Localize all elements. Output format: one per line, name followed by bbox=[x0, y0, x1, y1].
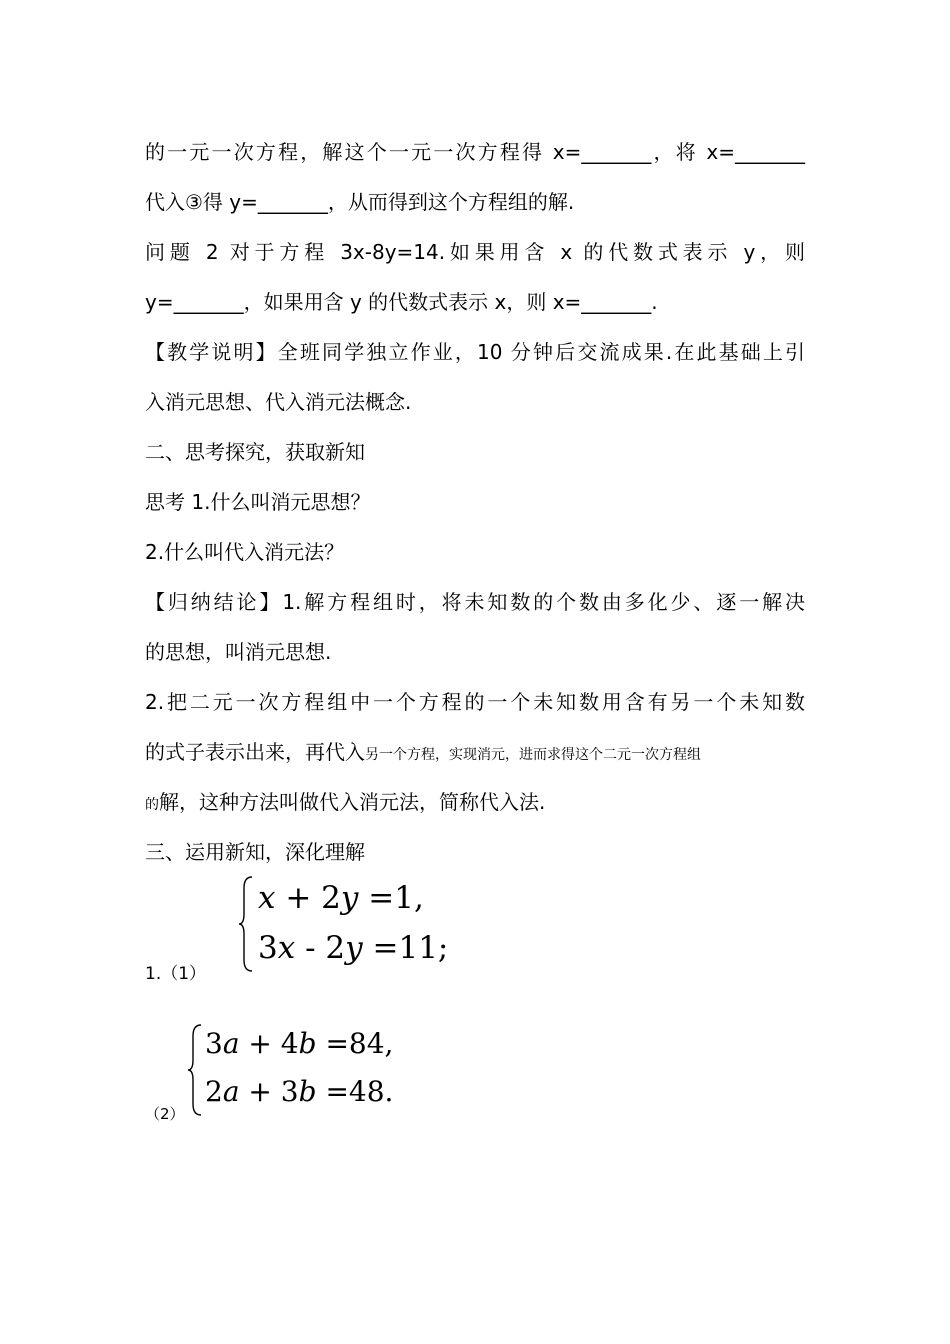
text-line-6: 入消元思想、代入消元法概念. bbox=[145, 390, 412, 414]
equation-system-1 bbox=[238, 874, 468, 974]
system-1-equation-2: 3x - 2y =11; bbox=[258, 930, 449, 966]
brace-icon bbox=[238, 874, 254, 974]
text-line-3: 问题 2 对于方程 3x-8y=14.如果用含 x 的代数式表示 y，则 bbox=[145, 240, 805, 264]
text-line-1: 的一元一次方程，解这个一元一次方程得 x=_______，将 x=_______ bbox=[145, 140, 805, 164]
system-2-equation-2: 2a + 3b =48. bbox=[205, 1075, 394, 1108]
problem-1-label: 1.（1） bbox=[145, 964, 207, 984]
text-line-2: 代入③得 y=_______，从而得到这个方程组的解. bbox=[145, 190, 575, 214]
text-line-5: 【教学说明】全班同学独立作业，10 分钟后交流成果.在此基础上引 bbox=[145, 340, 805, 364]
equation-system-2 bbox=[187, 1022, 407, 1118]
system-2-equation-1: 3a + 4b =84, bbox=[205, 1027, 394, 1060]
text-line-14-small: 的 bbox=[145, 797, 159, 813]
text-line-13-small: 另一个方程，实现消元，进而求得这个二元一次方程组 bbox=[365, 747, 701, 763]
brace-icon bbox=[187, 1022, 203, 1118]
text-line-14-main: 解，这种方法叫做代入消元法，简称代入法. bbox=[159, 790, 546, 814]
text-line-14 bbox=[145, 790, 545, 817]
section-heading-3: 三、运用新知，深化理解 bbox=[145, 840, 365, 864]
text-line-9: 2.什么叫代入消元法？ bbox=[145, 540, 345, 564]
text-line-13 bbox=[145, 740, 701, 767]
problem-2-label: （2） bbox=[145, 1105, 185, 1123]
text-line-12: 2.把二元一次方程组中一个方程的一个未知数用含有另一个未知数 bbox=[145, 690, 805, 714]
section-heading-2: 二、思考探究，获取新知 bbox=[145, 440, 365, 464]
text-line-11: 的思想，叫消元思想. bbox=[145, 640, 332, 664]
text-line-4: y=_______，如果用含 y 的代数式表示 x，则 x=_______. bbox=[145, 290, 658, 314]
text-line-8: 思考 1.什么叫消元思想？ bbox=[145, 490, 371, 514]
text-line-10: 【归纳结论】1.解方程组时，将未知数的个数由多化少、逐一解决 bbox=[145, 590, 805, 614]
text-line-13-main: 的式子表示出来，再代入 bbox=[145, 740, 365, 764]
system-1-equation-1: x + 2y =1, bbox=[258, 880, 424, 916]
